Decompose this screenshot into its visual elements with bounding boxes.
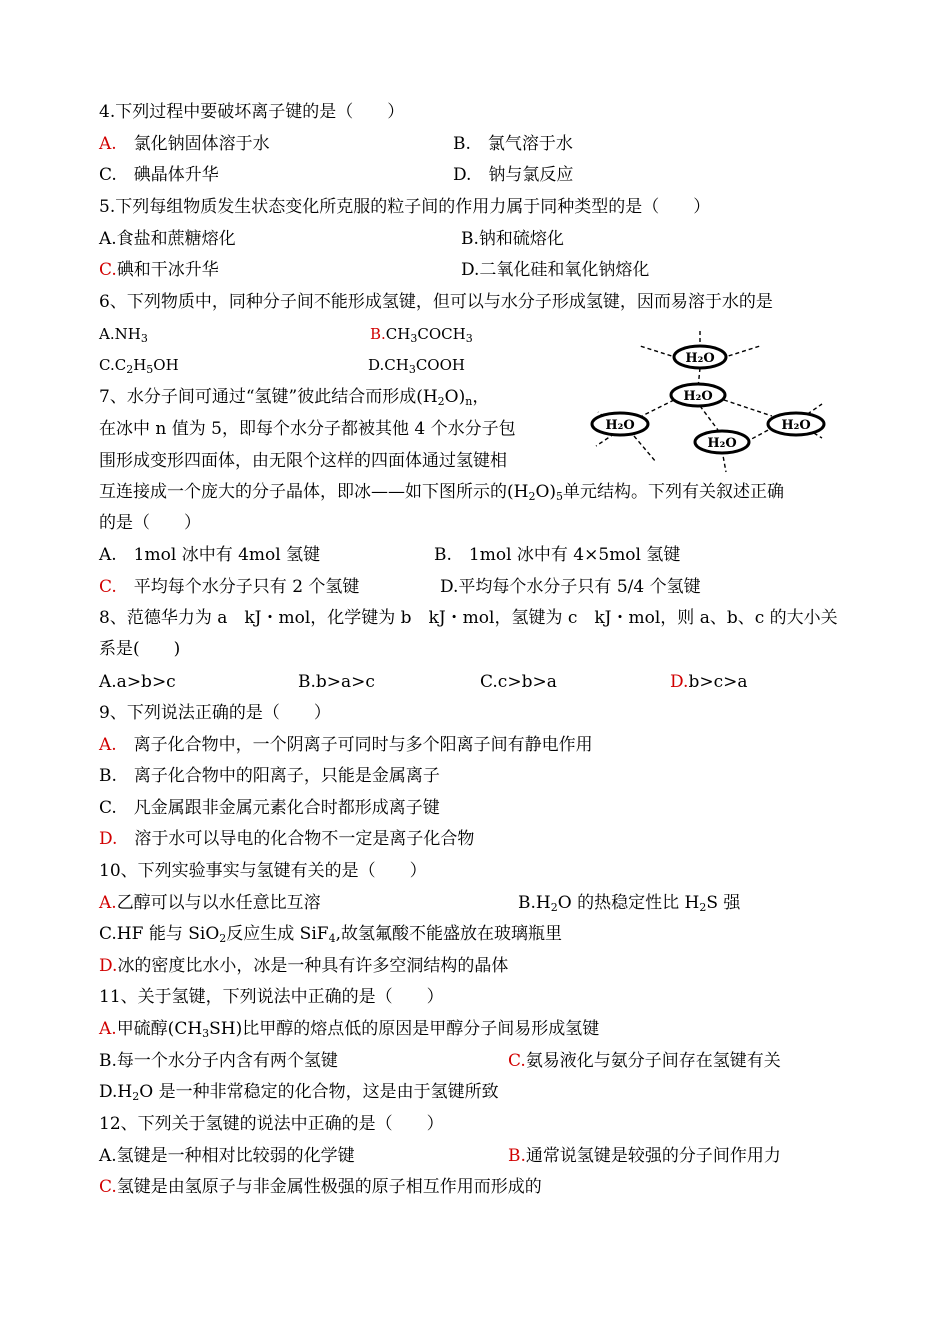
q10-option-c: C.HF 能与 SiO$_2$反应生成 SiF$_4$,故氢氟酸不能盛放在玻璃瓶里 (99, 924, 562, 945)
q9-stem: 9、下列说法正确的是（ ） (99, 703, 331, 723)
answer-mark: A. (99, 893, 117, 913)
q6-option-d: $D.CH_3COOH$ (368, 356, 465, 376)
answer-mark: B. (508, 1146, 526, 1166)
q7-option-c: C. 平均每个水分子只有 2 个氢键 (99, 577, 360, 597)
q8-option-d: D.b>c>a (670, 672, 748, 692)
q9-option-c: C. 凡金属跟非金属元素化合时都形成离子键 (99, 798, 440, 818)
q9-option-d: D. 溶于水可以导电的化合物不一定是离子化合物 (99, 829, 475, 849)
q7-stem-line4: 互连接成一个庞大的分子晶体，即冰——如下图所示的$(H_2O)_5$单元结构。下列有关叙述正确 (99, 482, 785, 503)
answer-mark: A. (99, 735, 117, 755)
q5-option-d: D.二氧化硅和氧化钠熔化 (461, 260, 650, 280)
answer-mark: D. (99, 829, 118, 849)
q4-option-a: A. 氯化钠固体溶于水 (99, 134, 270, 154)
q6-option-b: $B.CH_3COCH_3$ (370, 325, 473, 345)
q4-option-c: C. 碘晶体升华 (99, 165, 219, 185)
q11-option-d: $D.H_2O$ 是一种非常稳定的化合物，这是由于氢键所致 (99, 1082, 499, 1103)
q11-option-c: C.氨易液化与氨分子间存在氢键有关 (508, 1051, 781, 1071)
q5-option-b: B.钠和硫熔化 (461, 229, 564, 249)
q11-option-b: B.每一个水分子内含有两个氢键 (99, 1051, 338, 1071)
q8-stem-line2: 系是( ) (99, 639, 181, 659)
ice-structure-diagram (576, 326, 846, 474)
q5-stem: 5.下列每组物质发生状态变化所克服的粒子间的作用力属于同种类型的是（ ） (99, 197, 711, 217)
q8-option-b: B.b>a>c (298, 672, 375, 692)
q7-stem-line3: 围形成变形四面体，由无限个这样的四面体通过氢键相 (99, 451, 507, 471)
q11-option-a: A.甲硫醇$(CH_3SH)$比甲醇的熔点低的原因是甲醇分子间易形成氢键 (99, 1019, 600, 1040)
molecule-label: H₂O (683, 389, 713, 404)
q8-option-a: A.a>b>c (99, 672, 176, 692)
q5-option-a: A.食盐和蔗糖熔化 (99, 229, 236, 249)
q12-stem: 12、下列关于氢键的说法中正确的是（ ） (99, 1114, 444, 1134)
q12-option-c: C.氢键是由氢原子与非金属性极强的原子相互作用而形成的 (99, 1177, 542, 1197)
q8-option-c: C.c>b>a (480, 672, 557, 692)
q5-option-c: C.碘和干冰升华 (99, 260, 219, 280)
q9-option-a: A. 离子化合物中，一个阴离子可同时与多个阳离子间有静电作用 (99, 735, 593, 755)
q7-option-d: D.平均每个水分子只有 5/4 个氢键 (440, 577, 701, 597)
q12-option-b: B.通常说氢键是较强的分子间作用力 (508, 1146, 781, 1166)
q7-option-b: B. 1mol 冰中有 4×5mol 氢键 (434, 545, 681, 565)
q6-option-a: $A.NH_3$ (99, 325, 148, 345)
answer-mark: A. (99, 1019, 117, 1039)
q6-stem: 6、下列物质中，同种分子间不能形成氢键，但可以与水分子形成氢键，因而易溶于水的是 (99, 292, 773, 312)
q4-option-d: D. 钠与氯反应 (453, 165, 574, 185)
molecule-label: H₂O (707, 436, 737, 451)
answer-mark: A. (99, 134, 117, 154)
answer-mark: C. (99, 1177, 117, 1197)
answer-mark: C. (508, 1051, 526, 1071)
q6-option-c: $C.C_2H_5OH$ (99, 356, 179, 376)
q9-option-b: B. 离子化合物中的阳离子，只能是金属离子 (99, 766, 440, 786)
answer-mark: D. (670, 672, 689, 692)
q10-option-a: A.乙醇可以与以水任意比互溶 (99, 893, 321, 913)
answer-mark: B. (370, 325, 386, 343)
q10-option-b: $B.H_2O$ 的热稳定性比 $H_2S$ 强 (518, 893, 741, 914)
molecule-label: H₂O (781, 418, 811, 433)
q8-stem-line1: 8、范德华力为 a kJ・mol，化学键为 b kJ・mol，氢键为 c kJ・mol，则 a、b、c 的大小关 (99, 608, 838, 628)
molecule-label: H₂O (605, 418, 635, 433)
q4-option-b: B. 氯气溶于水 (453, 134, 573, 154)
q10-stem: 10、下列实验事实与氢键有关的是（ ） (99, 861, 427, 881)
q7-option-a: A. 1mol 冰中有 4mol 氢键 (99, 545, 321, 565)
q10-option-d: D.冰的密度比水小，冰是一种具有许多空洞结构的晶体 (99, 956, 509, 976)
answer-mark: D. (99, 956, 118, 976)
q11-stem: 11、关于氢键，下列说法中正确的是（ ） (99, 987, 444, 1007)
molecule-label: H₂O (685, 351, 715, 366)
answer-mark: C. (99, 260, 117, 280)
answer-mark: C. (99, 577, 117, 597)
q7-stem-line1: 7、水分子间可通过“氢键”彼此结合而形成$(H_2O)_n$， (99, 387, 490, 408)
q4-stem: 4.下列过程中要破坏离子键的是（ ） (99, 102, 405, 122)
q7-stem-line5: 的是（ ） (99, 513, 201, 533)
q12-option-a: A.氢键是一种相对比较弱的化学键 (99, 1146, 355, 1166)
q7-stem-line2: 在冰中 n 值为 5，即每个水分子都被其他 4 个水分子包 (99, 419, 516, 439)
